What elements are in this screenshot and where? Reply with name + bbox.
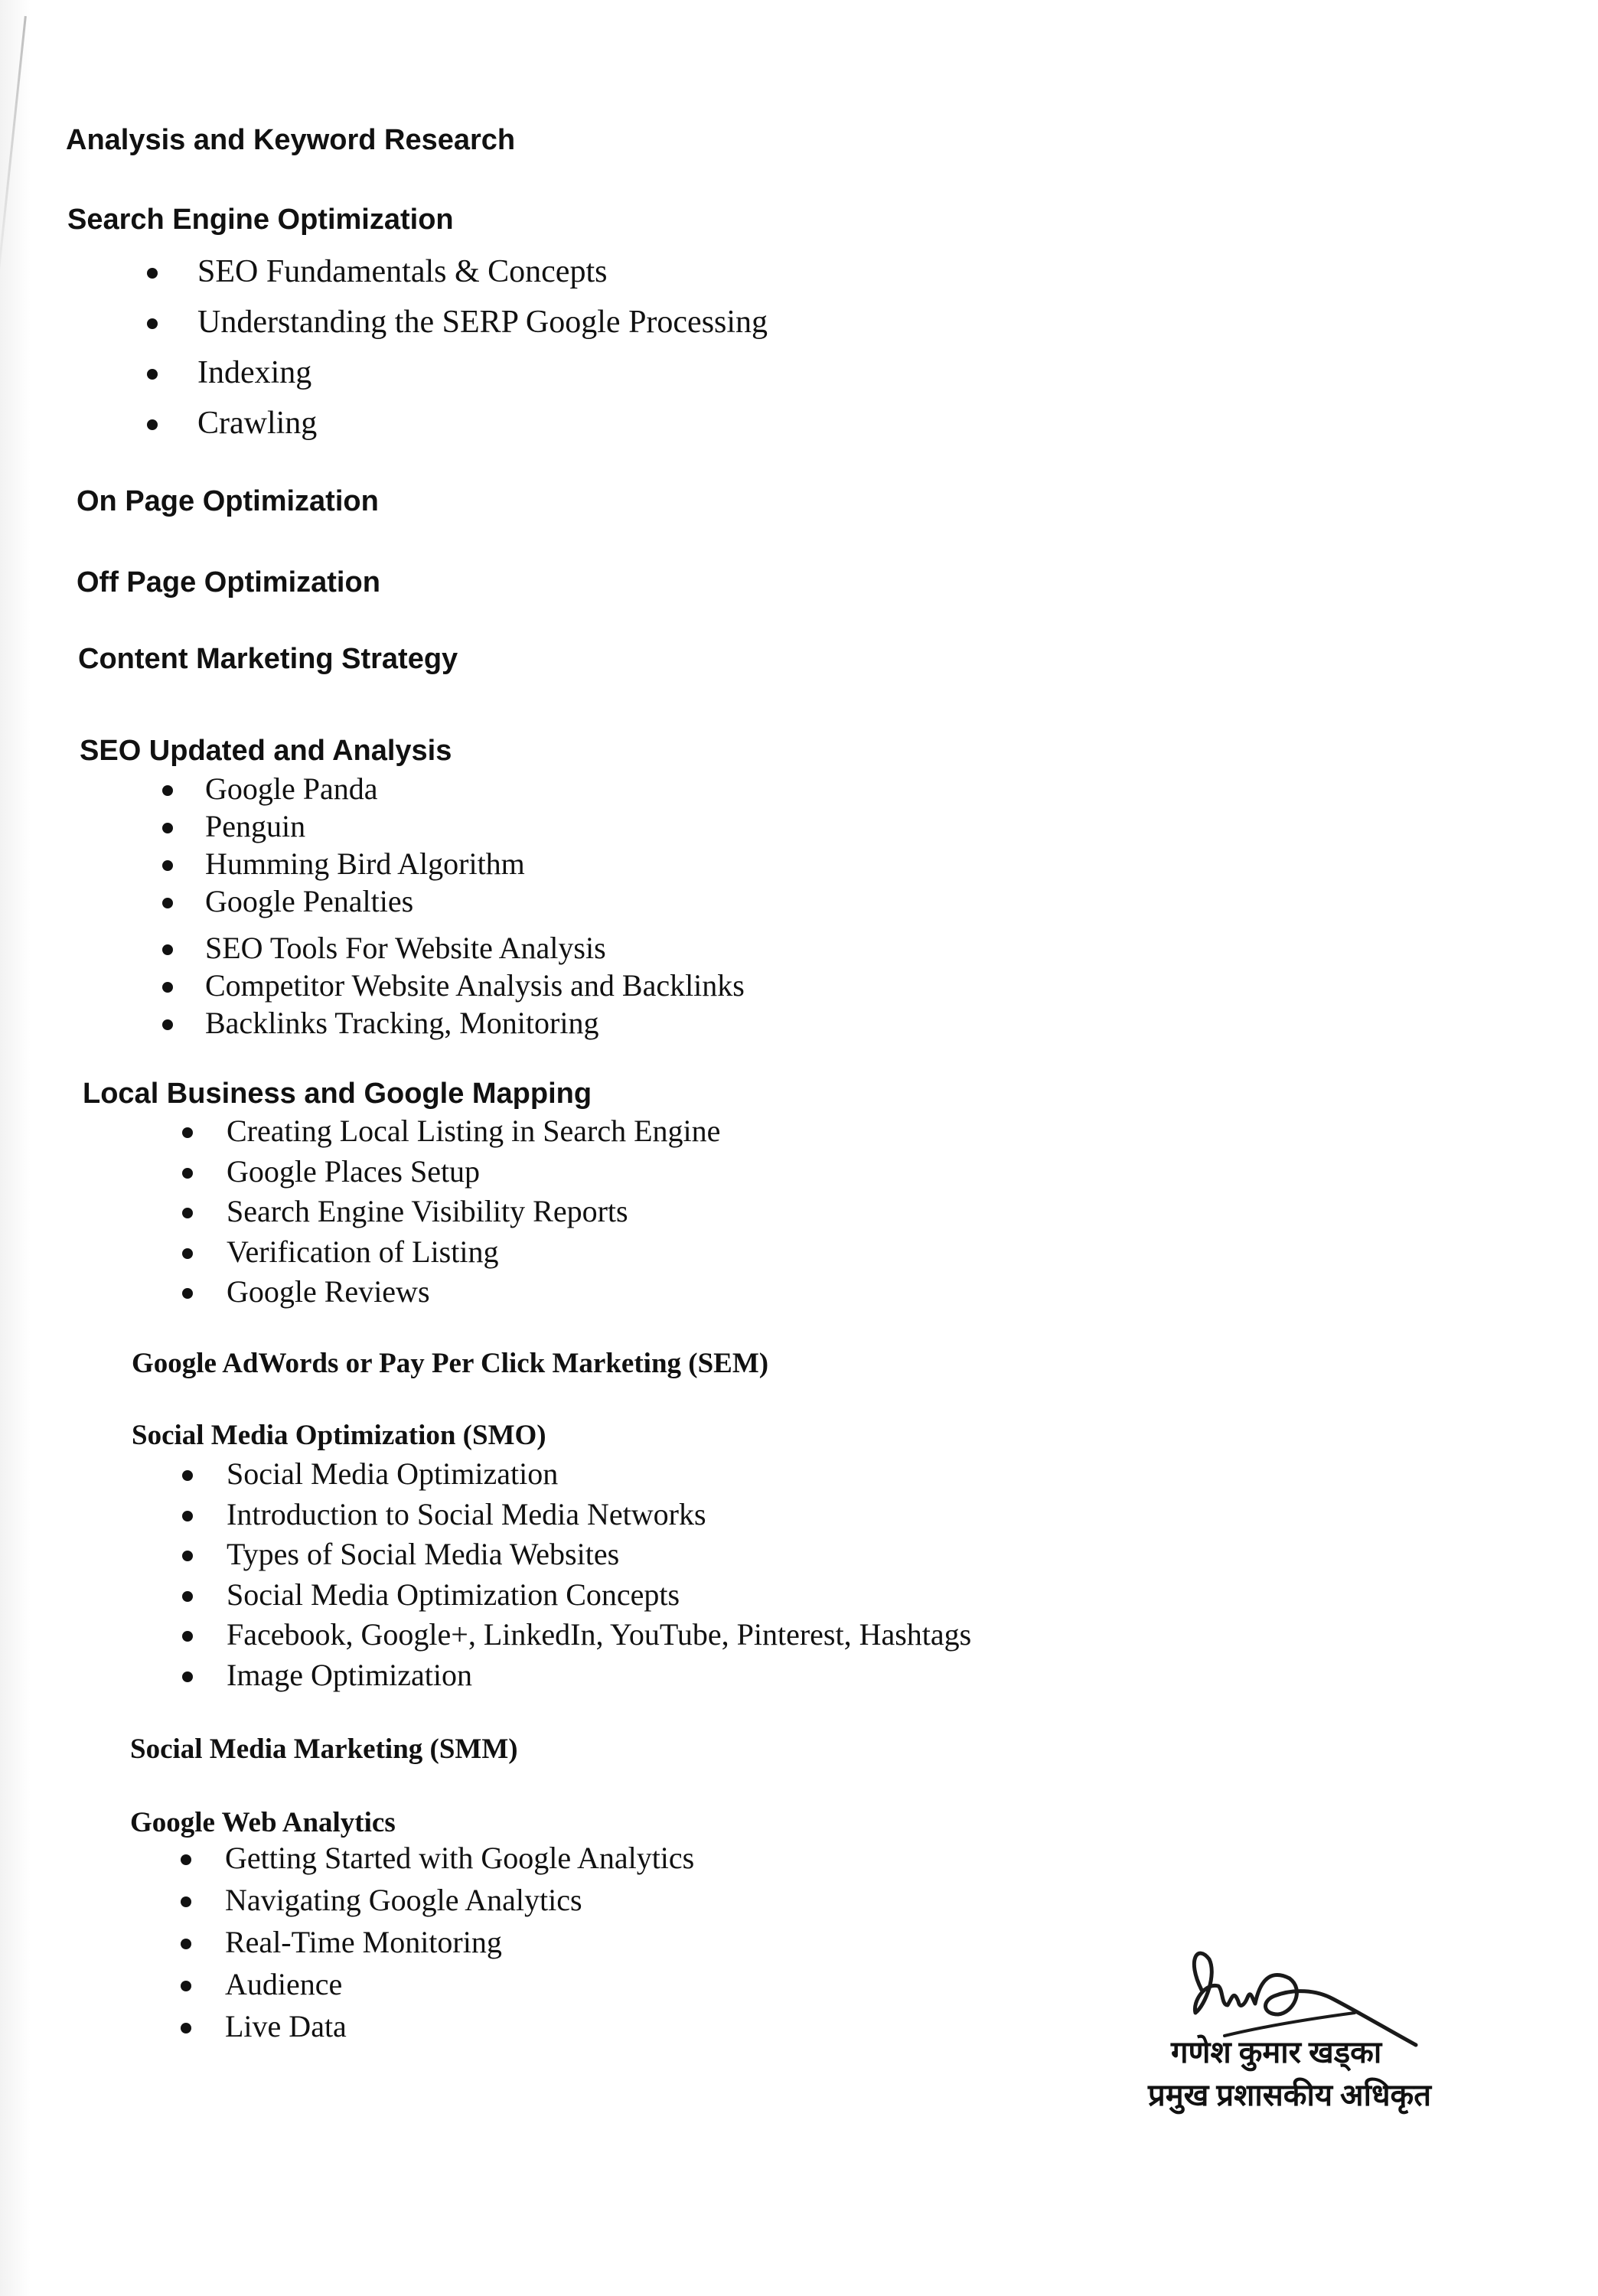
section-heading: On Page Optimization [77, 485, 379, 517]
list-item-text: Humming Bird Algorithm [205, 846, 525, 881]
list-item [227, 1495, 971, 1535]
bullet-icon [182, 1168, 193, 1179]
section-smm [130, 1733, 518, 1766]
list-item [225, 1879, 694, 1921]
section-heading: Google AdWords or Pay Per Click Marketing (SEM) [132, 1348, 769, 1379]
list-item [227, 1111, 720, 1152]
list-item-text: Google Reviews [227, 1274, 430, 1309]
section-analytics [130, 1806, 396, 1839]
bullet-icon [181, 1896, 191, 1907]
list-item [197, 297, 768, 347]
bullet-icon [181, 1981, 191, 1991]
section-smo [132, 1419, 546, 1452]
bullet-icon [182, 1511, 193, 1521]
local-list [227, 1111, 720, 1313]
signatory-title: प्रमुख प्रशासकीय अधिकृत [1148, 2078, 1432, 2112]
list-item [197, 398, 768, 448]
list-item-text: Image Optimization [227, 1657, 473, 1692]
section-heading: Search Engine Optimization [67, 204, 454, 236]
list-item [205, 882, 745, 920]
section-analysis [66, 124, 515, 157]
list-item-text: Introduction to Social Media Networks [227, 1496, 706, 1531]
section-seo [67, 204, 454, 236]
bullet-icon [182, 1248, 193, 1259]
list-item [197, 246, 768, 297]
bullet-icon [182, 1671, 193, 1682]
section-heading: Local Business and Google Mapping [83, 1078, 592, 1110]
list-item-text: Getting Started with Google Analytics [225, 1841, 695, 1875]
list-item [227, 1192, 720, 1232]
list-item-text: Search Engine Visibility Reports [227, 1194, 628, 1228]
list-item [227, 1655, 971, 1696]
list-item [205, 770, 745, 807]
list-item [227, 1454, 971, 1495]
bullet-icon [182, 1470, 193, 1481]
list-item [205, 807, 745, 845]
bullet-icon [182, 1208, 193, 1218]
seo-updated-list [205, 770, 745, 1042]
bullet-icon [147, 268, 158, 279]
section-onpage [77, 485, 379, 518]
smo-list [227, 1454, 971, 1695]
signature-block [1133, 1929, 1454, 2158]
bullet-icon [162, 823, 173, 833]
list-item [225, 2005, 694, 2047]
section-seo-updated [80, 735, 452, 768]
section-heading: Content Marketing Strategy [78, 643, 458, 675]
list-item [225, 1963, 694, 2005]
list-item [227, 1615, 971, 1655]
bullet-icon [181, 1854, 191, 1865]
list-item-text: Crawling [197, 406, 318, 441]
bullet-icon [147, 419, 158, 430]
list-item [205, 1004, 745, 1042]
list-item-text: Live Data [225, 2009, 347, 2043]
analytics-list [225, 1837, 694, 2047]
list-item-text: Social Media Optimization Concepts [227, 1577, 680, 1612]
list-item [205, 845, 745, 882]
bullet-icon [182, 1551, 193, 1561]
list-item [225, 1837, 694, 1879]
list-item-text: Indexing [197, 355, 312, 390]
list-item-text: Google Panda [205, 771, 378, 806]
list-item-text: Creating Local Listing in Search Engine [227, 1114, 721, 1148]
list-item [227, 1152, 720, 1192]
bullet-icon [162, 898, 173, 908]
list-item [197, 347, 768, 398]
list-item-text: Understanding the SERP Google Processing [197, 305, 768, 340]
list-item-text: SEO Tools For Website Analysis [205, 931, 606, 965]
signatory-name: गणेश कुमार खड्का [1171, 2035, 1382, 2069]
list-item [227, 1232, 720, 1273]
list-item-text: Verification of Listing [227, 1234, 499, 1269]
bullet-icon [182, 1127, 193, 1138]
section-adwords [132, 1347, 768, 1380]
bullet-icon [162, 944, 173, 955]
list-item-text: Navigating Google Analytics [225, 1883, 582, 1917]
bullet-icon [182, 1631, 193, 1642]
bullet-icon [181, 1939, 191, 1949]
bullet-icon [162, 785, 173, 796]
section-content [78, 643, 458, 676]
list-item-text: Facebook, Google+, LinkedIn, YouTube, Pinterest, Hashtags [227, 1617, 972, 1652]
list-item [225, 1921, 694, 1963]
section-local [83, 1078, 592, 1110]
list-item-text: Audience [225, 1967, 343, 2001]
list-item-text: Types of Social Media Websites [227, 1537, 620, 1571]
seo-list [197, 246, 768, 448]
list-item [205, 967, 745, 1004]
list-item [227, 1272, 720, 1313]
scan-shadow [0, 0, 31, 2296]
bullet-icon [181, 2023, 191, 2033]
bullet-icon [182, 1591, 193, 1602]
section-heading: Off Page Optimization [77, 566, 380, 598]
list-item-text: Competitor Website Analysis and Backlinks [205, 968, 745, 1003]
bullet-icon [162, 982, 173, 993]
list-item-text: SEO Fundamentals & Concepts [197, 254, 608, 289]
list-item [227, 1575, 971, 1616]
bullet-icon [147, 369, 158, 380]
section-offpage [77, 566, 380, 599]
bullet-icon [182, 1288, 193, 1299]
list-item [227, 1534, 971, 1575]
section-heading: Social Media Optimization (SMO) [132, 1420, 546, 1451]
section-heading: SEO Updated and Analysis [80, 735, 452, 767]
bullet-icon [162, 860, 173, 871]
section-heading: Google Web Analytics [130, 1807, 396, 1838]
list-item-text: Google Places Setup [227, 1153, 481, 1189]
bullet-icon [162, 1019, 173, 1030]
list-item [205, 929, 745, 967]
list-item-text: Penguin [205, 809, 306, 843]
section-heading: Analysis and Keyword Research [66, 124, 516, 156]
list-item-text: Backlinks Tracking, Monitoring [205, 1006, 599, 1040]
list-item-text: Google Penalties [205, 884, 414, 918]
section-heading: Social Media Marketing (SMM) [130, 1733, 518, 1765]
bullet-icon [147, 318, 158, 329]
list-item-text: Social Media Optimization [227, 1456, 559, 1491]
list-item-text: Real-Time Monitoring [225, 1925, 502, 1959]
